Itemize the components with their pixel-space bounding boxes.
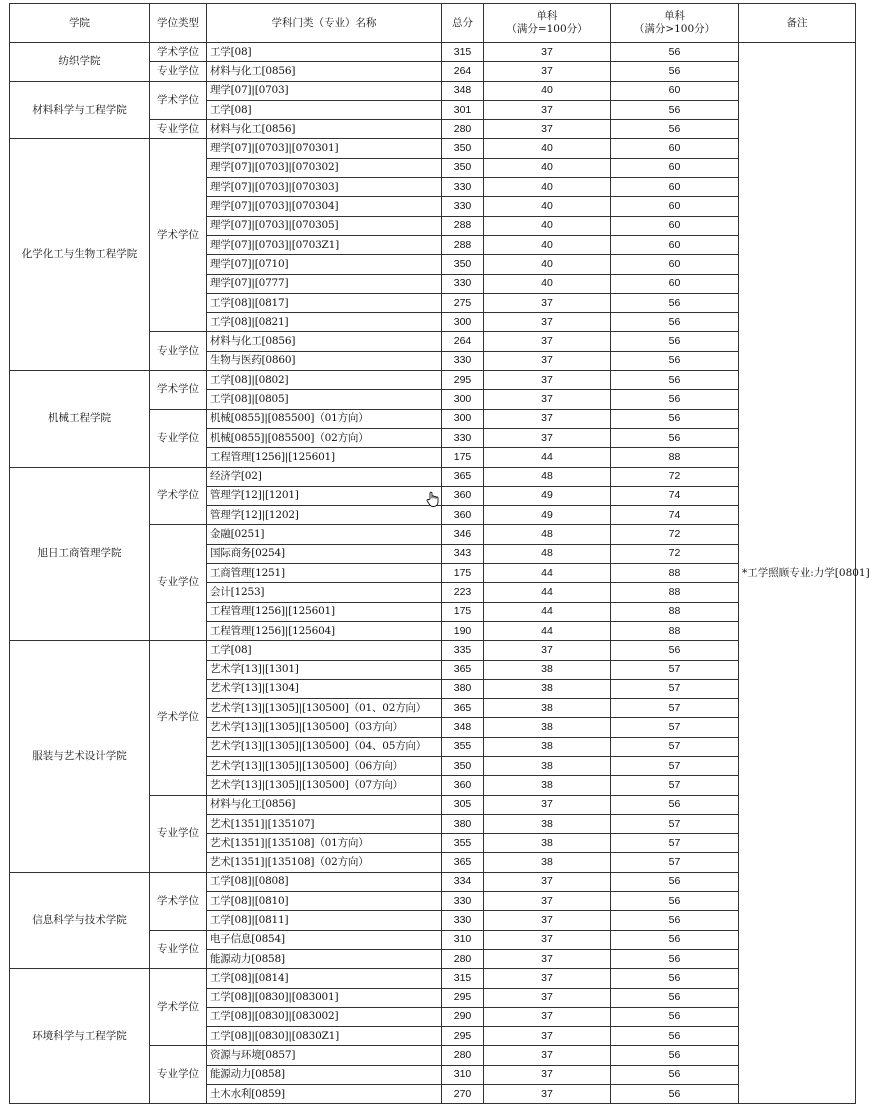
total-score-cell: 330 xyxy=(442,911,484,930)
single-over-100-cell: 56 xyxy=(611,1085,739,1104)
degree-type-cell: 学术学位 xyxy=(150,872,207,930)
discipline-cell: 管理学[12]|[1202] xyxy=(207,506,442,525)
table-row xyxy=(10,969,856,988)
total-score-cell: 280 xyxy=(442,1046,484,1065)
discipline-cell: 工学[08]|[0810] xyxy=(207,892,442,911)
single-100-cell: 38 xyxy=(484,776,611,795)
single-100-cell: 38 xyxy=(484,853,611,872)
score-table xyxy=(9,3,870,1104)
discipline-cell: 工学[08]|[0805] xyxy=(207,390,442,409)
header-single-100: 单科 （满分=100分） xyxy=(484,4,611,43)
single-100-cell: 37 xyxy=(484,293,611,312)
discipline-cell: 管理学[12]|[1201] xyxy=(207,486,442,505)
single-100-cell: 40 xyxy=(484,255,611,274)
single-100-cell: 48 xyxy=(484,467,611,486)
total-score-cell: 346 xyxy=(442,525,484,544)
table-row xyxy=(10,139,856,158)
total-score-cell: 310 xyxy=(442,930,484,949)
degree-type-cell: 专业学位 xyxy=(150,332,207,371)
discipline-cell: 工学[08]|[0830]|[083001] xyxy=(207,988,442,1007)
single-over-100-cell: 56 xyxy=(611,1065,739,1084)
single-over-100-cell: 56 xyxy=(611,1046,739,1065)
discipline-cell: 工学[08] xyxy=(207,100,442,119)
discipline-cell: 电子信息[0854] xyxy=(207,930,442,949)
single-over-100-cell: 56 xyxy=(611,409,739,428)
single-over-100-cell: 57 xyxy=(611,853,739,872)
discipline-cell: 工学[08]|[0802] xyxy=(207,371,442,390)
single-over-100-cell: 56 xyxy=(611,390,739,409)
discipline-cell: 艺术学[13]|[1305]|[130500]（04、05方向） xyxy=(207,737,442,756)
discipline-cell: 理学[07]|[0777] xyxy=(207,274,442,293)
degree-type-cell: 专业学位 xyxy=(150,930,207,969)
discipline-cell: 工学[08]|[0821] xyxy=(207,313,442,332)
single-100-cell: 37 xyxy=(484,911,611,930)
single-100-cell: 37 xyxy=(484,988,611,1007)
single-over-100-cell: 60 xyxy=(611,216,739,235)
single-100-cell: 37 xyxy=(484,43,611,62)
table-row xyxy=(10,872,856,891)
total-score-cell: 350 xyxy=(442,139,484,158)
total-score-cell: 315 xyxy=(442,43,484,62)
single-100-cell: 40 xyxy=(484,197,611,216)
college-cell: 机械工程学院 xyxy=(10,371,150,467)
single-100-cell: 44 xyxy=(484,602,611,621)
degree-type-cell: 专业学位 xyxy=(150,62,207,81)
total-score-cell: 264 xyxy=(442,62,484,81)
header-degree-type: 学位类型 xyxy=(150,4,207,43)
single-over-100-cell: 57 xyxy=(611,718,739,737)
single-over-100-cell: 60 xyxy=(611,81,739,100)
discipline-cell: 理学[07]|[0710] xyxy=(207,255,442,274)
single-over-100-cell: 56 xyxy=(611,911,739,930)
single-100-cell: 48 xyxy=(484,525,611,544)
single-100-cell: 37 xyxy=(484,1085,611,1104)
single-over-100-cell: 57 xyxy=(611,699,739,718)
discipline-cell: 国际商务[0254] xyxy=(207,544,442,563)
single-100-cell: 37 xyxy=(484,930,611,949)
single-over-100-cell: 56 xyxy=(611,930,739,949)
single-over-100-cell: 56 xyxy=(611,872,739,891)
single-over-100-cell: 56 xyxy=(611,795,739,814)
discipline-cell: 材料与化工[0856] xyxy=(207,332,442,351)
discipline-cell: 艺术学[13]|[1301] xyxy=(207,660,442,679)
total-score-cell: 288 xyxy=(442,216,484,235)
discipline-cell: 工程管理[1256]|[125604] xyxy=(207,621,442,640)
total-score-cell: 348 xyxy=(442,81,484,100)
total-score-cell: 310 xyxy=(442,1065,484,1084)
table-body xyxy=(10,43,870,1104)
single-over-100-cell: 56 xyxy=(611,43,739,62)
single-over-100-cell: 57 xyxy=(611,776,739,795)
header-college: 学院 xyxy=(10,4,150,43)
discipline-cell: 理学[07]|[0703] xyxy=(207,81,442,100)
college-cell: 化学化工与生物工程学院 xyxy=(10,139,150,371)
discipline-cell: 艺术学[13]|[1305]|[130500]（07方向） xyxy=(207,776,442,795)
total-score-cell: 380 xyxy=(442,679,484,698)
single-over-100-cell: 57 xyxy=(611,756,739,775)
discipline-cell: 工学[08] xyxy=(207,43,442,62)
discipline-cell: 生物与医药[0860] xyxy=(207,351,442,370)
discipline-cell: 理学[07]|[0703]|[070302] xyxy=(207,158,442,177)
single-over-100-cell: 60 xyxy=(611,178,739,197)
discipline-cell: 工商管理[1251] xyxy=(207,564,442,583)
discipline-cell: 艺术学[13]|[1305]|[130500]（06方向） xyxy=(207,756,442,775)
single-100-cell: 37 xyxy=(484,371,611,390)
total-score-cell: 264 xyxy=(442,332,484,351)
total-score-cell: 334 xyxy=(442,872,484,891)
single-100-cell: 40 xyxy=(484,235,611,254)
single-100-cell: 38 xyxy=(484,699,611,718)
table-row xyxy=(10,43,856,62)
table-row xyxy=(10,81,856,100)
total-score-cell: 350 xyxy=(442,255,484,274)
single-over-100-cell: 56 xyxy=(611,100,739,119)
single-over-100-cell: 56 xyxy=(611,988,739,1007)
single-over-100-cell: 60 xyxy=(611,139,739,158)
discipline-cell: 土木水利[0859] xyxy=(207,1085,442,1104)
single-100-cell: 37 xyxy=(484,62,611,81)
single-over-100-cell: 56 xyxy=(611,351,739,370)
single-100-cell: 40 xyxy=(484,216,611,235)
total-score-cell: 270 xyxy=(442,1085,484,1104)
degree-type-cell: 专业学位 xyxy=(150,795,207,872)
single-over-100-cell: 72 xyxy=(611,525,739,544)
single-over-100-cell: 74 xyxy=(611,486,739,505)
single-100-cell: 49 xyxy=(484,486,611,505)
single-100-cell: 44 xyxy=(484,448,611,467)
header-remark: 备注 xyxy=(739,4,856,43)
single-100-cell: 40 xyxy=(484,81,611,100)
remark-cell: *工学照顾专业:力学[0801] xyxy=(739,43,856,1104)
degree-type-cell: 专业学位 xyxy=(150,409,207,467)
single-over-100-cell: 57 xyxy=(611,737,739,756)
single-over-100-cell: 56 xyxy=(611,120,739,139)
single-100-cell: 40 xyxy=(484,274,611,293)
single-100-cell: 44 xyxy=(484,583,611,602)
discipline-cell: 材料与化工[0856] xyxy=(207,62,442,81)
total-score-cell: 360 xyxy=(442,776,484,795)
single-over-100-cell: 72 xyxy=(611,544,739,563)
single-100-cell: 38 xyxy=(484,814,611,833)
single-100-cell: 37 xyxy=(484,872,611,891)
single-over-100-cell: 56 xyxy=(611,949,739,968)
degree-type-cell: 专业学位 xyxy=(150,525,207,641)
discipline-cell: 资源与环境[0857] xyxy=(207,1046,442,1065)
single-over-100-cell: 56 xyxy=(611,313,739,332)
total-score-cell: 365 xyxy=(442,467,484,486)
discipline-cell: 艺术学[13]|[1304] xyxy=(207,679,442,698)
total-score-cell: 355 xyxy=(442,737,484,756)
single-100-cell: 37 xyxy=(484,1046,611,1065)
header-single-over-100: 单科 （满分>100分） xyxy=(611,4,739,43)
single-100-cell: 44 xyxy=(484,621,611,640)
single-over-100-cell: 88 xyxy=(611,602,739,621)
discipline-cell: 理学[07]|[0703]|[0703Z1] xyxy=(207,235,442,254)
single-over-100-cell: 60 xyxy=(611,255,739,274)
single-100-cell: 37 xyxy=(484,332,611,351)
discipline-cell: 工程管理[1256]|[125601] xyxy=(207,602,442,621)
single-100-cell: 40 xyxy=(484,158,611,177)
single-100-cell: 38 xyxy=(484,718,611,737)
single-100-cell: 37 xyxy=(484,120,611,139)
total-score-cell: 360 xyxy=(442,486,484,505)
header-total: 总分 xyxy=(442,4,484,43)
single-100-cell: 37 xyxy=(484,969,611,988)
total-score-cell: 175 xyxy=(442,602,484,621)
total-score-cell: 175 xyxy=(442,448,484,467)
total-score-cell: 350 xyxy=(442,756,484,775)
single-over-100-cell: 56 xyxy=(611,428,739,447)
discipline-cell: 机械[0855]|[085500]（01方向） xyxy=(207,409,442,428)
single-over-100-cell: 57 xyxy=(611,660,739,679)
total-score-cell: 365 xyxy=(442,699,484,718)
discipline-cell: 艺术学[13]|[1305]|[130500]（03方向） xyxy=(207,718,442,737)
total-score-cell: 280 xyxy=(442,949,484,968)
single-100-cell: 37 xyxy=(484,351,611,370)
discipline-cell: 工学[08]|[0830]|[083002] xyxy=(207,1007,442,1026)
total-score-cell: 355 xyxy=(442,834,484,853)
total-score-cell: 300 xyxy=(442,409,484,428)
degree-type-cell: 学术学位 xyxy=(150,467,207,525)
single-over-100-cell: 56 xyxy=(611,332,739,351)
discipline-cell: 理学[07]|[0703]|[070303] xyxy=(207,178,442,197)
discipline-cell: 艺术[1351]|[135107] xyxy=(207,814,442,833)
discipline-cell: 工学[08]|[0830]|[0830Z1] xyxy=(207,1027,442,1046)
single-over-100-cell: 60 xyxy=(611,274,739,293)
single-100-cell: 37 xyxy=(484,1027,611,1046)
total-score-cell: 348 xyxy=(442,718,484,737)
degree-type-cell: 学术学位 xyxy=(150,641,207,795)
single-100-cell: 37 xyxy=(484,409,611,428)
total-score-cell: 301 xyxy=(442,100,484,119)
degree-type-cell: 学术学位 xyxy=(150,43,207,62)
single-100-cell: 44 xyxy=(484,564,611,583)
single-100-cell: 48 xyxy=(484,544,611,563)
single-over-100-cell: 88 xyxy=(611,564,739,583)
single-100-cell: 37 xyxy=(484,1007,611,1026)
single-100-cell: 38 xyxy=(484,756,611,775)
total-score-cell: 343 xyxy=(442,544,484,563)
total-score-cell: 290 xyxy=(442,1007,484,1026)
single-over-100-cell: 57 xyxy=(611,814,739,833)
discipline-cell: 工学[08]|[0808] xyxy=(207,872,442,891)
college-cell: 环境科学与工程学院 xyxy=(10,969,150,1104)
single-over-100-cell: 56 xyxy=(611,293,739,312)
total-score-cell: 280 xyxy=(442,120,484,139)
single-100-cell: 40 xyxy=(484,139,611,158)
total-score-cell: 330 xyxy=(442,428,484,447)
single-over-100-cell: 56 xyxy=(611,371,739,390)
degree-type-cell: 专业学位 xyxy=(150,120,207,139)
header-discipline: 学科门类（专业）名称 xyxy=(207,4,442,43)
single-over-100-cell: 88 xyxy=(611,621,739,640)
table-row xyxy=(10,641,856,660)
college-cell: 旭日工商管理学院 xyxy=(10,467,150,641)
single-100-cell: 40 xyxy=(484,178,611,197)
single-100-cell: 37 xyxy=(484,313,611,332)
single-over-100-cell: 60 xyxy=(611,158,739,177)
discipline-cell: 工学[08]|[0817] xyxy=(207,293,442,312)
total-score-cell: 330 xyxy=(442,197,484,216)
total-score-cell: 295 xyxy=(442,988,484,1007)
single-over-100-cell: 57 xyxy=(611,834,739,853)
single-over-100-cell: 60 xyxy=(611,197,739,216)
college-cell: 信息科学与技术学院 xyxy=(10,872,150,968)
degree-type-cell: 专业学位 xyxy=(150,1046,207,1104)
single-100-cell: 37 xyxy=(484,641,611,660)
total-score-cell: 315 xyxy=(442,969,484,988)
total-score-cell: 223 xyxy=(442,583,484,602)
total-score-cell: 190 xyxy=(442,621,484,640)
discipline-cell: 材料与化工[0856] xyxy=(207,120,442,139)
single-100-cell: 49 xyxy=(484,506,611,525)
total-score-cell: 380 xyxy=(442,814,484,833)
discipline-cell: 工学[08]|[0811] xyxy=(207,911,442,930)
college-cell: 服装与艺术设计学院 xyxy=(10,641,150,873)
degree-type-cell: 学术学位 xyxy=(150,81,207,120)
total-score-cell: 300 xyxy=(442,313,484,332)
single-over-100-cell: 88 xyxy=(611,583,739,602)
discipline-cell: 艺术[1351]|[135108]（02方向） xyxy=(207,853,442,872)
single-over-100-cell: 88 xyxy=(611,448,739,467)
discipline-cell: 理学[07]|[0703]|[070301] xyxy=(207,139,442,158)
single-100-cell: 37 xyxy=(484,428,611,447)
discipline-cell: 理学[07]|[0703]|[070305] xyxy=(207,216,442,235)
single-over-100-cell: 57 xyxy=(611,679,739,698)
total-score-cell: 300 xyxy=(442,390,484,409)
table-row xyxy=(10,467,856,486)
header-row xyxy=(10,4,856,43)
college-cell: 纺织学院 xyxy=(10,43,150,82)
discipline-cell: 能源动力[0858] xyxy=(207,949,442,968)
single-over-100-cell: 74 xyxy=(611,506,739,525)
total-score-cell: 365 xyxy=(442,853,484,872)
degree-type-cell: 学术学位 xyxy=(150,371,207,410)
single-100-cell: 37 xyxy=(484,390,611,409)
discipline-cell: 工学[08]|[0814] xyxy=(207,969,442,988)
single-100-cell: 37 xyxy=(484,1065,611,1084)
single-over-100-cell: 60 xyxy=(611,235,739,254)
single-100-cell: 37 xyxy=(484,795,611,814)
single-over-100-cell: 56 xyxy=(611,1027,739,1046)
total-score-cell: 365 xyxy=(442,660,484,679)
college-cell: 材料科学与工程学院 xyxy=(10,81,150,139)
discipline-cell: 机械[0855]|[085500]（02方向） xyxy=(207,428,442,447)
single-100-cell: 38 xyxy=(484,737,611,756)
single-100-cell: 38 xyxy=(484,660,611,679)
total-score-cell: 335 xyxy=(442,641,484,660)
single-100-cell: 37 xyxy=(484,949,611,968)
total-score-cell: 330 xyxy=(442,178,484,197)
total-score-cell: 295 xyxy=(442,1027,484,1046)
total-score-cell: 330 xyxy=(442,892,484,911)
discipline-cell: 会计[1253] xyxy=(207,583,442,602)
total-score-cell: 330 xyxy=(442,351,484,370)
discipline-cell: 材料与化工[0856] xyxy=(207,795,442,814)
discipline-cell: 金融[0251] xyxy=(207,525,442,544)
discipline-cell: 工程管理[1256]|[125601] xyxy=(207,448,442,467)
table-row xyxy=(10,371,856,390)
discipline-cell: 艺术学[13]|[1305]|[130500]（01、02方向） xyxy=(207,699,442,718)
total-score-cell: 288 xyxy=(442,235,484,254)
single-100-cell: 38 xyxy=(484,834,611,853)
total-score-cell: 305 xyxy=(442,795,484,814)
discipline-cell: 能源动力[0858] xyxy=(207,1065,442,1084)
single-over-100-cell: 56 xyxy=(611,62,739,81)
total-score-cell: 360 xyxy=(442,506,484,525)
total-score-cell: 330 xyxy=(442,274,484,293)
single-over-100-cell: 56 xyxy=(611,892,739,911)
discipline-cell: 理学[07]|[0703]|[070304] xyxy=(207,197,442,216)
single-100-cell: 37 xyxy=(484,100,611,119)
total-score-cell: 295 xyxy=(442,371,484,390)
single-over-100-cell: 56 xyxy=(611,641,739,660)
discipline-cell: 艺术[1351]|[135108]（01方向） xyxy=(207,834,442,853)
degree-type-cell: 学术学位 xyxy=(150,969,207,1046)
single-100-cell: 38 xyxy=(484,679,611,698)
degree-type-cell: 学术学位 xyxy=(150,139,207,332)
discipline-cell: 经济学[02] xyxy=(207,467,442,486)
single-over-100-cell: 72 xyxy=(611,467,739,486)
discipline-cell: 工学[08] xyxy=(207,641,442,660)
single-over-100-cell: 56 xyxy=(611,1007,739,1026)
single-over-100-cell: 56 xyxy=(611,969,739,988)
total-score-cell: 175 xyxy=(442,564,484,583)
total-score-cell: 275 xyxy=(442,293,484,312)
single-100-cell: 37 xyxy=(484,892,611,911)
total-score-cell: 350 xyxy=(442,158,484,177)
